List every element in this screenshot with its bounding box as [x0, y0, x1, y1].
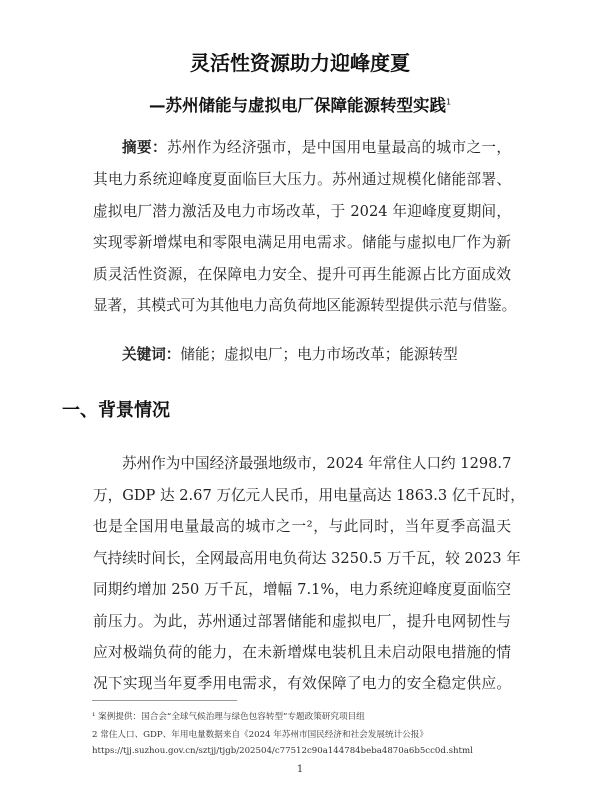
body-line: 万，GDP 达 2.67 万亿元人民币，用电量高达 1863.3 亿千瓦时， — [93, 487, 525, 504]
abstract-line: 其电力系统迎峰度夏面临巨大压力。苏州通过规模化储能部署、 — [93, 171, 511, 188]
abstract-line: 实现零新增煤电和零限电满足用电需求。储能与虚拟电厂作为新 — [93, 234, 511, 251]
footnote: 2 常住人口、GDP、年用电量数据来自《2024 年苏州市国民经济和社会发展统计公报》 — [92, 730, 428, 740]
body-line: 苏州作为中国经济最强地级市，2024 年常住人口约 1298.7 — [122, 455, 512, 472]
body-line: 前压力。为此，苏州通过部署储能和虚拟电厂，提升电网韧性与 — [93, 613, 511, 630]
body-line: 也是全国用电量最高的城市之一²，与此同时，当年夏季高温天 — [93, 518, 511, 535]
subtitle-text: —苏州储能与虚拟电厂保障能源转型实践 — [148, 96, 446, 115]
abstract-label: 摘要： — [122, 139, 167, 156]
abstract-line: 显著，其模式可为其他电力高负荷地区能源转型提供示范与借鉴。 — [93, 297, 517, 314]
abstract-line: 虚拟电厂潜力激活及电力市场改革，于 2024 年迎峰度夏期间， — [93, 203, 511, 220]
document-subtitle — [0, 92, 600, 116]
footnote-ref: 1 — [445, 97, 452, 107]
footnote-divider — [92, 700, 237, 701]
footnote-link[interactable]: https://tjj.suzhou.gov.cn/sztjj/tjgb/202504/c77512c90a144784beba4870a6b5cc0d.shtml — [92, 746, 473, 756]
keywords-label: 关键词： — [122, 346, 181, 363]
keywords-text: 储能；虚拟电厂；电力市场改革；能源转型 — [180, 346, 458, 363]
abstract-line: 质灵活性资源，在保障电力安全、提升可再生能源占比方面成效 — [93, 266, 511, 283]
body-line: 同期约增加 250 万千瓦，增幅 7.1%，电力系统迎峰度夏面临空 — [93, 581, 511, 598]
abstract-text: 苏州作为经济强市，是中国用电量最高的城市之一， — [166, 139, 511, 156]
abstract-line — [122, 138, 511, 158]
body-line: 气持续时间长，全网最高用电负荷达 3250.5 万千瓦，较 2023 年 — [93, 550, 521, 567]
page-number: 1 — [296, 764, 304, 775]
body-line: 况下实现当年夏季用电需求，有效保障了电力的安全稳定供应。 — [93, 675, 511, 692]
footnote: ¹ 案例提供：国合会“全球气候治理与绿色包容转型”专题政策研究项目组 — [92, 712, 365, 722]
keywords — [122, 345, 511, 365]
body-line: 应对极端负荷的能力，在未新增煤电装机且未启动限电措施的情 — [93, 644, 511, 661]
section-heading: 一、背景情况 — [62, 400, 170, 421]
document-title: 灵活性资源助力迎峰度夏 — [190, 51, 410, 75]
